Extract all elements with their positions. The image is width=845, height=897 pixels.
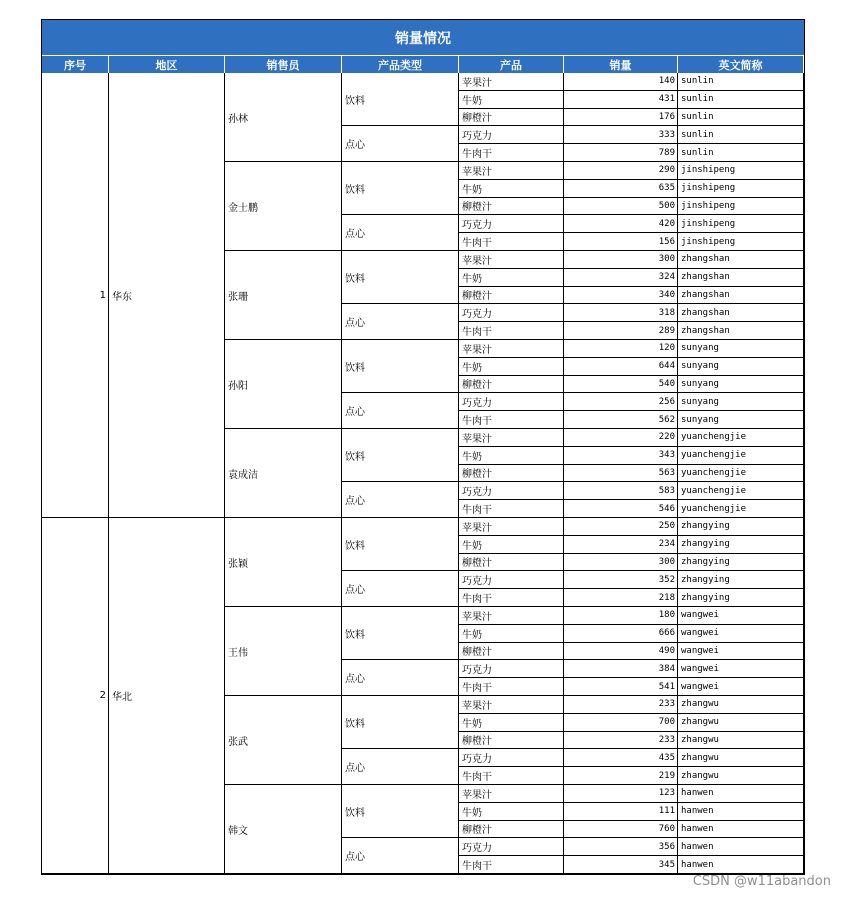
en-name-cell: hanwen: [678, 785, 804, 803]
sales-cell: 420: [564, 215, 678, 233]
en-name-cell: zhangying: [678, 589, 804, 607]
sales-cell: 356: [564, 838, 678, 856]
en-name-cell: yuanchengjie: [678, 500, 804, 518]
product-cell: 牛奶: [459, 180, 564, 198]
watermark: CSDN @w11abandon: [692, 874, 831, 889]
en-name-cell: sunyang: [678, 358, 804, 376]
seller-cell: 袁成洁: [225, 429, 342, 518]
product-type-cell: 点心: [342, 126, 459, 162]
seller-cell: 孙林: [225, 73, 342, 162]
en-name-cell: jinshipeng: [678, 233, 804, 251]
product-cell: 牛奶: [459, 269, 564, 287]
en-name-cell: zhangying: [678, 571, 804, 589]
sales-cell: 111: [564, 803, 678, 821]
en-name-cell: hanwen: [678, 838, 804, 856]
en-name-cell: zhangying: [678, 536, 804, 554]
index-cell: 2: [42, 518, 109, 874]
header-sales: 销量: [564, 55, 678, 73]
en-name-cell: sunlin: [678, 144, 804, 162]
product-type-cell: 饮料: [342, 251, 459, 304]
product-type-cell: 饮料: [342, 340, 459, 393]
sales-cell: 562: [564, 411, 678, 429]
product-cell: 柳橙汁: [459, 821, 564, 839]
sales-cell: 220: [564, 429, 678, 447]
en-name-cell: hanwen: [678, 821, 804, 839]
product-cell: 牛奶: [459, 536, 564, 554]
seller-cell: 金士鹏: [225, 162, 342, 251]
product-cell: 牛肉干: [459, 144, 564, 162]
product-cell: 苹果汁: [459, 251, 564, 269]
product-cell: 苹果汁: [459, 607, 564, 625]
sales-cell: 219: [564, 767, 678, 785]
sales-cell: 324: [564, 269, 678, 287]
product-type-cell: 饮料: [342, 785, 459, 838]
sales-cell: 490: [564, 643, 678, 661]
en-name-cell: zhangwu: [678, 714, 804, 732]
sales-cell: 666: [564, 625, 678, 643]
product-cell: 苹果汁: [459, 518, 564, 536]
sales-cell: 789: [564, 144, 678, 162]
product-cell: 柳橙汁: [459, 643, 564, 661]
sales-cell: 120: [564, 340, 678, 358]
sales-cell: 318: [564, 304, 678, 322]
product-cell: 巧克力: [459, 838, 564, 856]
sales-cell: 563: [564, 465, 678, 483]
sales-cell: 644: [564, 358, 678, 376]
en-name-cell: hanwen: [678, 856, 804, 874]
en-name-cell: zhangshan: [678, 269, 804, 287]
header-seller: 销售员: [225, 55, 342, 73]
sales-cell: 541: [564, 678, 678, 696]
product-type-cell: 饮料: [342, 518, 459, 571]
product-cell: 牛奶: [459, 91, 564, 109]
product-cell: 牛奶: [459, 358, 564, 376]
sales-cell: 176: [564, 109, 678, 127]
product-cell: 牛奶: [459, 447, 564, 465]
product-cell: 苹果汁: [459, 340, 564, 358]
product-type-cell: 点心: [342, 215, 459, 251]
sales-cell: 345: [564, 856, 678, 874]
en-name-cell: zhangshan: [678, 287, 804, 305]
en-name-cell: sunlin: [678, 109, 804, 127]
en-name-cell: jinshipeng: [678, 180, 804, 198]
sales-cell: 343: [564, 447, 678, 465]
product-type-cell: 点心: [342, 838, 459, 874]
en-name-cell: zhangwu: [678, 696, 804, 714]
sales-cell: 300: [564, 251, 678, 269]
sales-cell: 384: [564, 660, 678, 678]
sales-cell: 256: [564, 393, 678, 411]
sales-cell: 233: [564, 696, 678, 714]
sales-cell: 218: [564, 589, 678, 607]
en-name-cell: zhangwu: [678, 732, 804, 750]
sales-cell: 700: [564, 714, 678, 732]
en-name-cell: sunyang: [678, 393, 804, 411]
en-name-cell: wangwei: [678, 643, 804, 661]
product-cell: 柳橙汁: [459, 554, 564, 572]
product-cell: 柳橙汁: [459, 465, 564, 483]
product-cell: 柳橙汁: [459, 732, 564, 750]
product-type-cell: 点心: [342, 393, 459, 429]
header-type: 产品类型: [342, 55, 459, 73]
en-name-cell: yuanchengjie: [678, 429, 804, 447]
en-name-cell: yuanchengjie: [678, 465, 804, 483]
sales-spreadsheet: [41, 19, 805, 875]
product-cell: 牛肉干: [459, 678, 564, 696]
product-cell: 牛肉干: [459, 767, 564, 785]
product-cell: 牛肉干: [459, 589, 564, 607]
product-type-cell: 点心: [342, 482, 459, 518]
en-name-cell: zhangshan: [678, 322, 804, 340]
en-name-cell: wangwei: [678, 660, 804, 678]
index-cell: 1: [42, 73, 109, 518]
product-cell: 牛肉干: [459, 500, 564, 518]
sales-cell: 289: [564, 322, 678, 340]
header-en-name: 英文简称: [678, 55, 804, 73]
sales-cell: 333: [564, 126, 678, 144]
sales-cell: 435: [564, 749, 678, 767]
en-name-cell: zhangshan: [678, 251, 804, 269]
header-region: 地区: [109, 55, 225, 73]
en-name-cell: yuanchengjie: [678, 482, 804, 500]
product-type-cell: 点心: [342, 660, 459, 696]
region-cell: 华东: [109, 73, 225, 518]
product-cell: 巧克力: [459, 215, 564, 233]
product-cell: 苹果汁: [459, 785, 564, 803]
sales-cell: 500: [564, 198, 678, 216]
sales-cell: 250: [564, 518, 678, 536]
product-cell: 牛肉干: [459, 411, 564, 429]
sales-cell: 123: [564, 785, 678, 803]
region-cell: 华北: [109, 518, 225, 874]
sales-cell: 352: [564, 571, 678, 589]
en-name-cell: zhangying: [678, 554, 804, 572]
sales-cell: 233: [564, 732, 678, 750]
sales-cell: 180: [564, 607, 678, 625]
product-cell: 柳橙汁: [459, 109, 564, 127]
en-name-cell: zhangying: [678, 518, 804, 536]
header-index: 序号: [42, 55, 109, 73]
product-cell: 牛肉干: [459, 856, 564, 874]
en-name-cell: wangwei: [678, 607, 804, 625]
en-name-cell: sunyang: [678, 411, 804, 429]
product-cell: 牛奶: [459, 625, 564, 643]
product-type-cell: 点心: [342, 571, 459, 607]
en-name-cell: sunyang: [678, 340, 804, 358]
sales-cell: 140: [564, 73, 678, 91]
seller-cell: 孙阳: [225, 340, 342, 429]
product-cell: 巧克力: [459, 304, 564, 322]
en-name-cell: sunlin: [678, 91, 804, 109]
sales-cell: 431: [564, 91, 678, 109]
product-cell: 牛奶: [459, 803, 564, 821]
product-cell: 巧克力: [459, 749, 564, 767]
product-type-cell: 饮料: [342, 73, 459, 126]
en-name-cell: sunlin: [678, 126, 804, 144]
en-name-cell: jinshipeng: [678, 198, 804, 216]
product-type-cell: 饮料: [342, 607, 459, 660]
product-cell: 巧克力: [459, 660, 564, 678]
seller-cell: 张颖: [225, 518, 342, 607]
sales-cell: 583: [564, 482, 678, 500]
sales-cell: 546: [564, 500, 678, 518]
en-name-cell: jinshipeng: [678, 215, 804, 233]
sales-cell: 540: [564, 376, 678, 394]
en-name-cell: hanwen: [678, 803, 804, 821]
product-cell: 巧克力: [459, 126, 564, 144]
product-cell: 苹果汁: [459, 429, 564, 447]
seller-cell: 张武: [225, 696, 342, 785]
en-name-cell: jinshipeng: [678, 162, 804, 180]
en-name-cell: wangwei: [678, 625, 804, 643]
product-cell: 柳橙汁: [459, 198, 564, 216]
product-cell: 苹果汁: [459, 696, 564, 714]
sales-cell: 290: [564, 162, 678, 180]
product-cell: 柳橙汁: [459, 287, 564, 305]
sales-cell: 340: [564, 287, 678, 305]
en-name-cell: wangwei: [678, 678, 804, 696]
sales-cell: 300: [564, 554, 678, 572]
product-type-cell: 饮料: [342, 162, 459, 215]
product-cell: 苹果汁: [459, 73, 564, 91]
sheet-title: 销量情况: [42, 20, 804, 55]
seller-cell: 张珊: [225, 251, 342, 340]
en-name-cell: sunyang: [678, 376, 804, 394]
product-cell: 巧克力: [459, 482, 564, 500]
product-cell: 巧克力: [459, 393, 564, 411]
product-type-cell: 点心: [342, 304, 459, 340]
header-product: 产品: [459, 55, 564, 73]
seller-cell: 王伟: [225, 607, 342, 696]
product-cell: 苹果汁: [459, 162, 564, 180]
sales-cell: 635: [564, 180, 678, 198]
en-name-cell: zhangwu: [678, 749, 804, 767]
product-cell: 牛肉干: [459, 233, 564, 251]
product-cell: 牛肉干: [459, 322, 564, 340]
seller-cell: 韩文: [225, 785, 342, 874]
product-type-cell: 点心: [342, 749, 459, 785]
product-cell: 牛奶: [459, 714, 564, 732]
en-name-cell: zhangshan: [678, 304, 804, 322]
product-type-cell: 饮料: [342, 696, 459, 749]
en-name-cell: zhangwu: [678, 767, 804, 785]
sales-cell: 760: [564, 821, 678, 839]
product-cell: 柳橙汁: [459, 376, 564, 394]
product-type-cell: 饮料: [342, 429, 459, 482]
en-name-cell: yuanchengjie: [678, 447, 804, 465]
sales-cell: 156: [564, 233, 678, 251]
sales-cell: 234: [564, 536, 678, 554]
product-cell: 巧克力: [459, 571, 564, 589]
en-name-cell: sunlin: [678, 73, 804, 91]
